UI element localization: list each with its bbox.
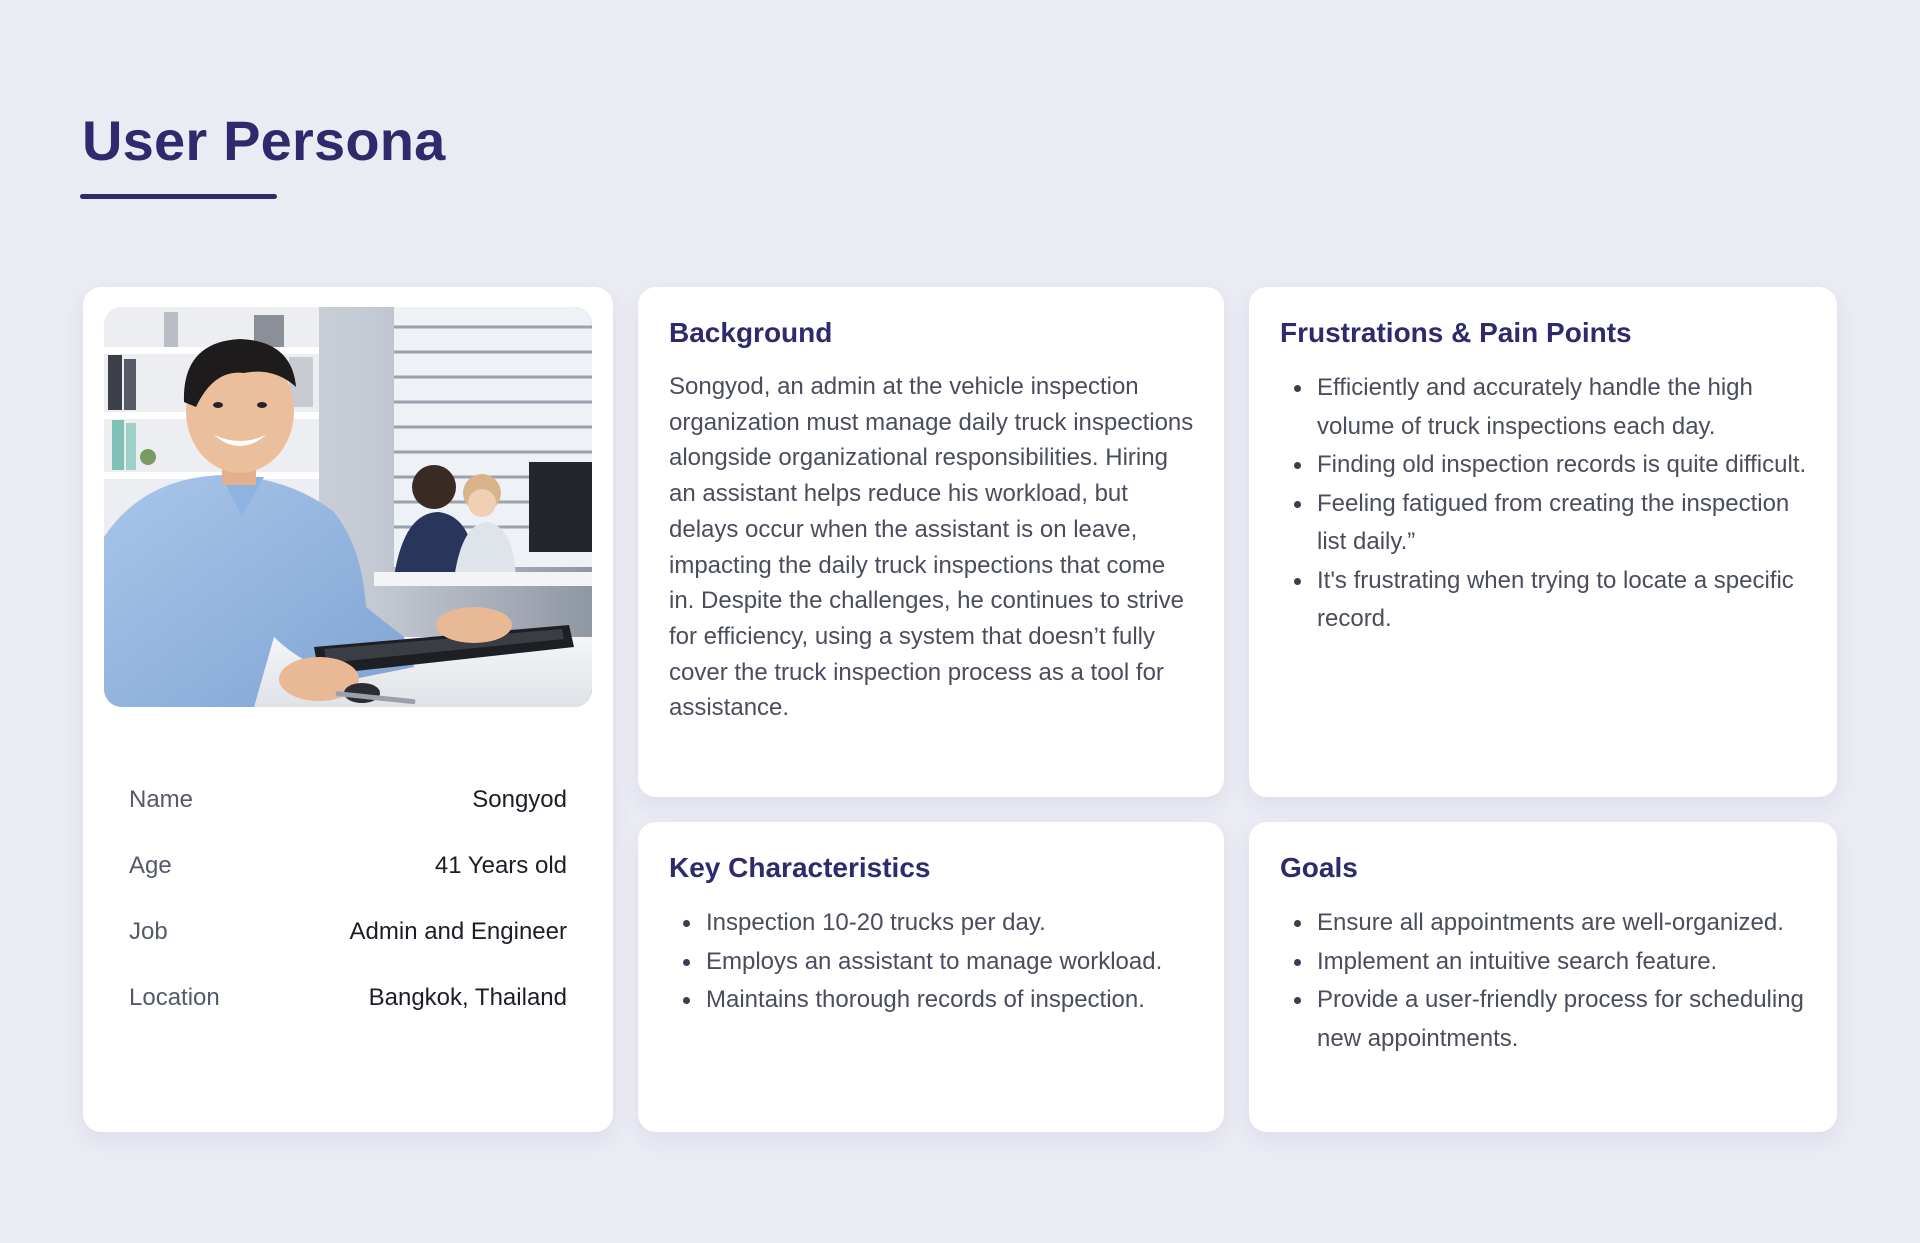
characteristics-list xyxy=(669,904,1194,1020)
background-card xyxy=(638,287,1224,797)
info-value: Bangkok, Thailand xyxy=(368,984,567,1011)
persona-photo xyxy=(104,307,592,707)
frustrations-heading: Frustrations & Pain Points xyxy=(1280,317,1632,348)
frustrations-card xyxy=(1249,287,1837,797)
list-item: Implement an intuitive search feature. xyxy=(1280,943,1807,982)
info-value: Songyod xyxy=(472,786,567,813)
title-underline xyxy=(80,194,277,199)
characteristics-heading: Key Characteristics xyxy=(669,852,931,883)
info-row-name xyxy=(129,767,567,833)
info-label: Name xyxy=(129,786,194,813)
goals-list xyxy=(1280,904,1807,1058)
list-item: Finding old inspection records is quite difficult. xyxy=(1280,446,1807,485)
list-item: Maintains thorough records of inspection. xyxy=(669,981,1194,1020)
goals-card xyxy=(1249,822,1837,1132)
info-value: Admin and Engineer xyxy=(349,918,567,945)
background-text: Songyod, an admin at the vehicle inspection organization must manage daily truck inspections alongside organizational responsibilities. Hiring an assistant helps reduce his workload, but delays occur when the assistant is on leave, impacting the daily truck inspections that come in. Despite the challenges, he continues to strive for efficiency, using a system that doesn’t fully cover the truck inspection process as a tool for assistance. xyxy=(669,373,1194,722)
list-item: It's frustrating when trying to locate a specific record. xyxy=(1280,562,1807,639)
frustrations-list xyxy=(1280,369,1807,639)
page-title: User Persona xyxy=(82,109,446,172)
list-item: Employs an assistant to manage workload. xyxy=(669,943,1194,982)
info-label: Location xyxy=(129,984,220,1011)
info-value: 41 Years old xyxy=(434,852,567,879)
info-label: Job xyxy=(129,918,168,945)
list-item: Feeling fatigued from creating the inspection list daily.” xyxy=(1280,485,1807,562)
list-item: Provide a user-friendly process for scheduling new appointments. xyxy=(1280,981,1807,1058)
info-label: Age xyxy=(129,852,172,879)
profile-info xyxy=(129,767,567,1031)
info-row-location xyxy=(129,965,567,1031)
list-item: Efficiently and accurately handle the high volume of truck inspections each day. xyxy=(1280,369,1807,446)
list-item: Ensure all appointments are well-organized. xyxy=(1280,904,1807,943)
characteristics-card xyxy=(638,822,1224,1132)
goals-heading: Goals xyxy=(1280,852,1358,883)
list-item: Inspection 10-20 trucks per day. xyxy=(669,904,1194,943)
profile-card xyxy=(83,287,613,1132)
info-row-age xyxy=(129,833,567,899)
info-row-job xyxy=(129,899,567,965)
background-heading: Background xyxy=(669,317,833,348)
